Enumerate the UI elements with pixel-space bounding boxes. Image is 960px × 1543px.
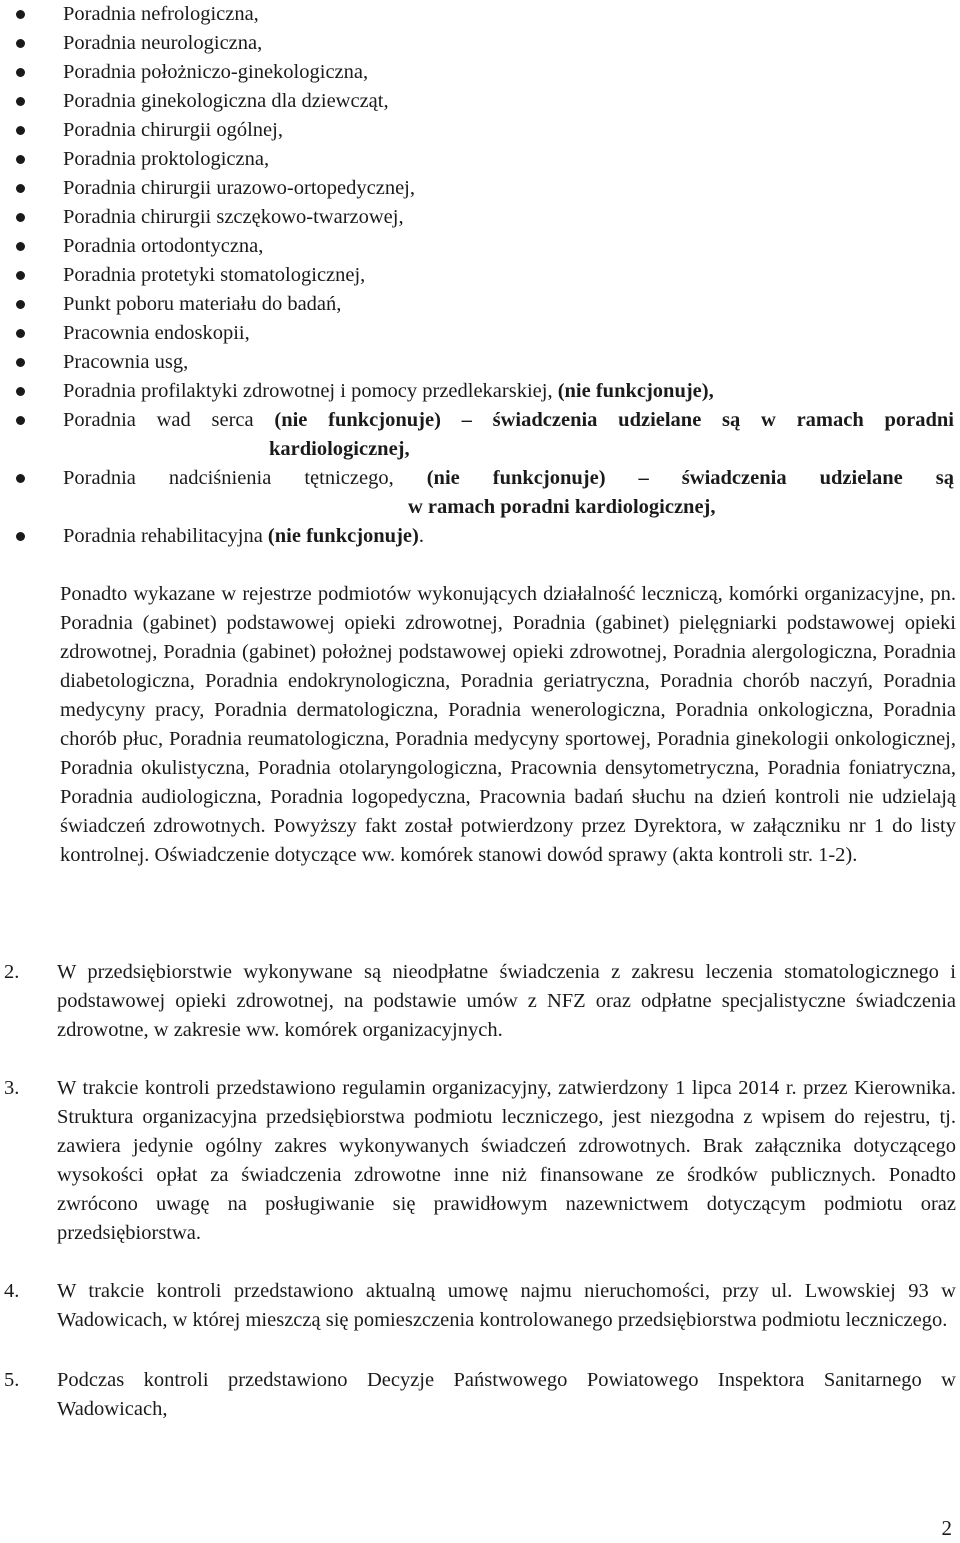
bullet-icon — [16, 329, 25, 338]
list-item: Poradnia neurologiczna, — [0, 29, 960, 58]
list-item: Poradnia chirurgii urazowo-ortopedycznej, — [0, 174, 960, 203]
bullet-icon — [16, 416, 25, 425]
clinic-list — [0, 0, 960, 551]
bullet-icon — [16, 532, 25, 541]
list-item: Pracownia usg, — [0, 348, 960, 377]
list-item-wad-serca: Poradnia wad serca (nie funkcjonuje) – świadczenia udzielane są w ramach poradni kardiologicznej, — [0, 406, 960, 464]
list-item-nadcisnienia: Poradnia nadciśnienia tętniczego, (nie funkcjonuje) – świadczenia udzielane są w ramach poradni kardiologicznej, — [0, 464, 960, 522]
bullet-icon — [16, 184, 25, 193]
list-item: Punkt poboru materiału do badań, — [0, 290, 960, 319]
bullet-icon — [16, 358, 25, 367]
list-item: Poradnia ortodontyczna, — [0, 232, 960, 261]
list-item: Poradnia ginekologiczna dla dziewcząt, — [0, 87, 960, 116]
list-item: Poradnia chirurgii szczękowo-twarzowej, — [0, 203, 960, 232]
paragraph-ponadto: Ponadto wykazane w rejestrze podmiotów wykonujących działalność leczniczą, komórki organizacyjne, pn. Poradnia (gabinet) podstawowej opieki zdrowotnej, Poradnia (gabinet) pielęgniarki podstawowej opieki zdrowotnej, Poradnia (gabinet) położnej podstawowej opieki zdrowotnej, Poradnia alergologiczna, Poradnia diabetologiczna, Poradnia endokrynologiczna, Poradnia geriatryczna, Poradnia chorób naczyń, Poradnia medycyny pracy, Poradnia dermatologiczna, Poradnia wenerologiczna, Poradnia onkologiczna, Poradnia chorób płuc, Poradnia reumatologiczna, Poradnia medycyny sportowej, Poradnia ginekologii onkologicznej, Poradnia okulistyczna, Poradnia otolaryngologiczna, Pracownia densytometryczna, Poradnia foniatryczna, Poradnia audiologiczna, Poradnia logopedyczna, Pracownia badań słuchu na dzień kontroli nie udzielają świadczeń zdrowotnych. Powyższy fakt został potwierdzony przez Dyrektora, w załączniku nr 1 do listy kontrolnej. Oświadczenie dotyczące ww. komórek stanowi dowód sprawy (akta kontroli str. 1-2). — [60, 583, 956, 866]
bullet-icon — [16, 271, 25, 280]
numbered-item-4: 4. W trakcie kontroli przedstawiono aktualną umowę najmu nieruchomości, przy ul. Lwowskiej 93 w Wadowicach, w której mieszczą się pomieszczenia kontrolowanego przedsiębiorstwa podmiotu leczniczego. — [4, 1280, 956, 1331]
bullet-icon — [16, 213, 25, 222]
bullet-icon — [16, 155, 25, 164]
bullet-icon — [16, 387, 25, 396]
list-item: Poradnia proktologiczna, — [0, 145, 960, 174]
bullet-icon — [16, 10, 25, 19]
numbered-item-5: 5. Podczas kontroli przedstawiono Decyzje Państwowego Powiatowego Inspektora Sanitarnego w Wadowicach, — [4, 1369, 956, 1420]
bullet-icon — [16, 242, 25, 251]
list-item-rehabilitacyjna: Poradnia rehabilitacyjna (nie funkcjonuje). — [0, 522, 960, 551]
bullet-icon — [16, 300, 25, 309]
numbered-item-3: 3. W trakcie kontroli przedstawiono regulamin organizacyjny, zatwierdzony 1 lipca 2014 r. przez Kierownika. Struktura organizacyjna przedsiębiorstwa podmiotu leczniczego, jest niezgodna z wpisem do rejestru, tj. zawiera jedynie ogólny zakres wykonywanych świadczeń zdrowotnych. Brak załącznika dotyczącego wysokości opłat za świadczenia zdrowotne inne niż finansowane ze środków publicznych. Ponadto zwrócono uwagę na posługiwanie się prawidłowym nazewnictwem dotyczącym podmiotu oraz przedsiębiorstwa. — [4, 1077, 956, 1244]
list-item: Poradnia położniczo-ginekologiczna, — [0, 58, 960, 87]
page-number: 2 — [941, 1516, 952, 1540]
bullet-icon — [16, 97, 25, 106]
bullet-icon — [16, 474, 25, 483]
bullet-icon — [16, 68, 25, 77]
list-item: Poradnia nefrologiczna, — [0, 0, 960, 29]
bullet-icon — [16, 39, 25, 48]
numbered-item-2: 2. W przedsiębiorstwie wykonywane są nieodpłatne świadczenia z zakresu leczenia stomatologicznego i podstawowej opieki zdrowotnej, na podstawie umów z NFZ oraz odpłatne specjalistyczne świadczenia zdrowotne, w zakresie ww. komórek organizacyjnych. — [4, 961, 956, 1041]
list-item-profilaktyki: Poradnia profilaktyki zdrowotnej i pomocy przedlekarskiej, (nie funkcjonuje), — [0, 377, 960, 406]
list-item: Poradnia chirurgii ogólnej, — [0, 116, 960, 145]
list-item: Poradnia protetyki stomatologicznej, — [0, 261, 960, 290]
bullet-icon — [16, 126, 25, 135]
list-item: Pracownia endoskopii, — [0, 319, 960, 348]
